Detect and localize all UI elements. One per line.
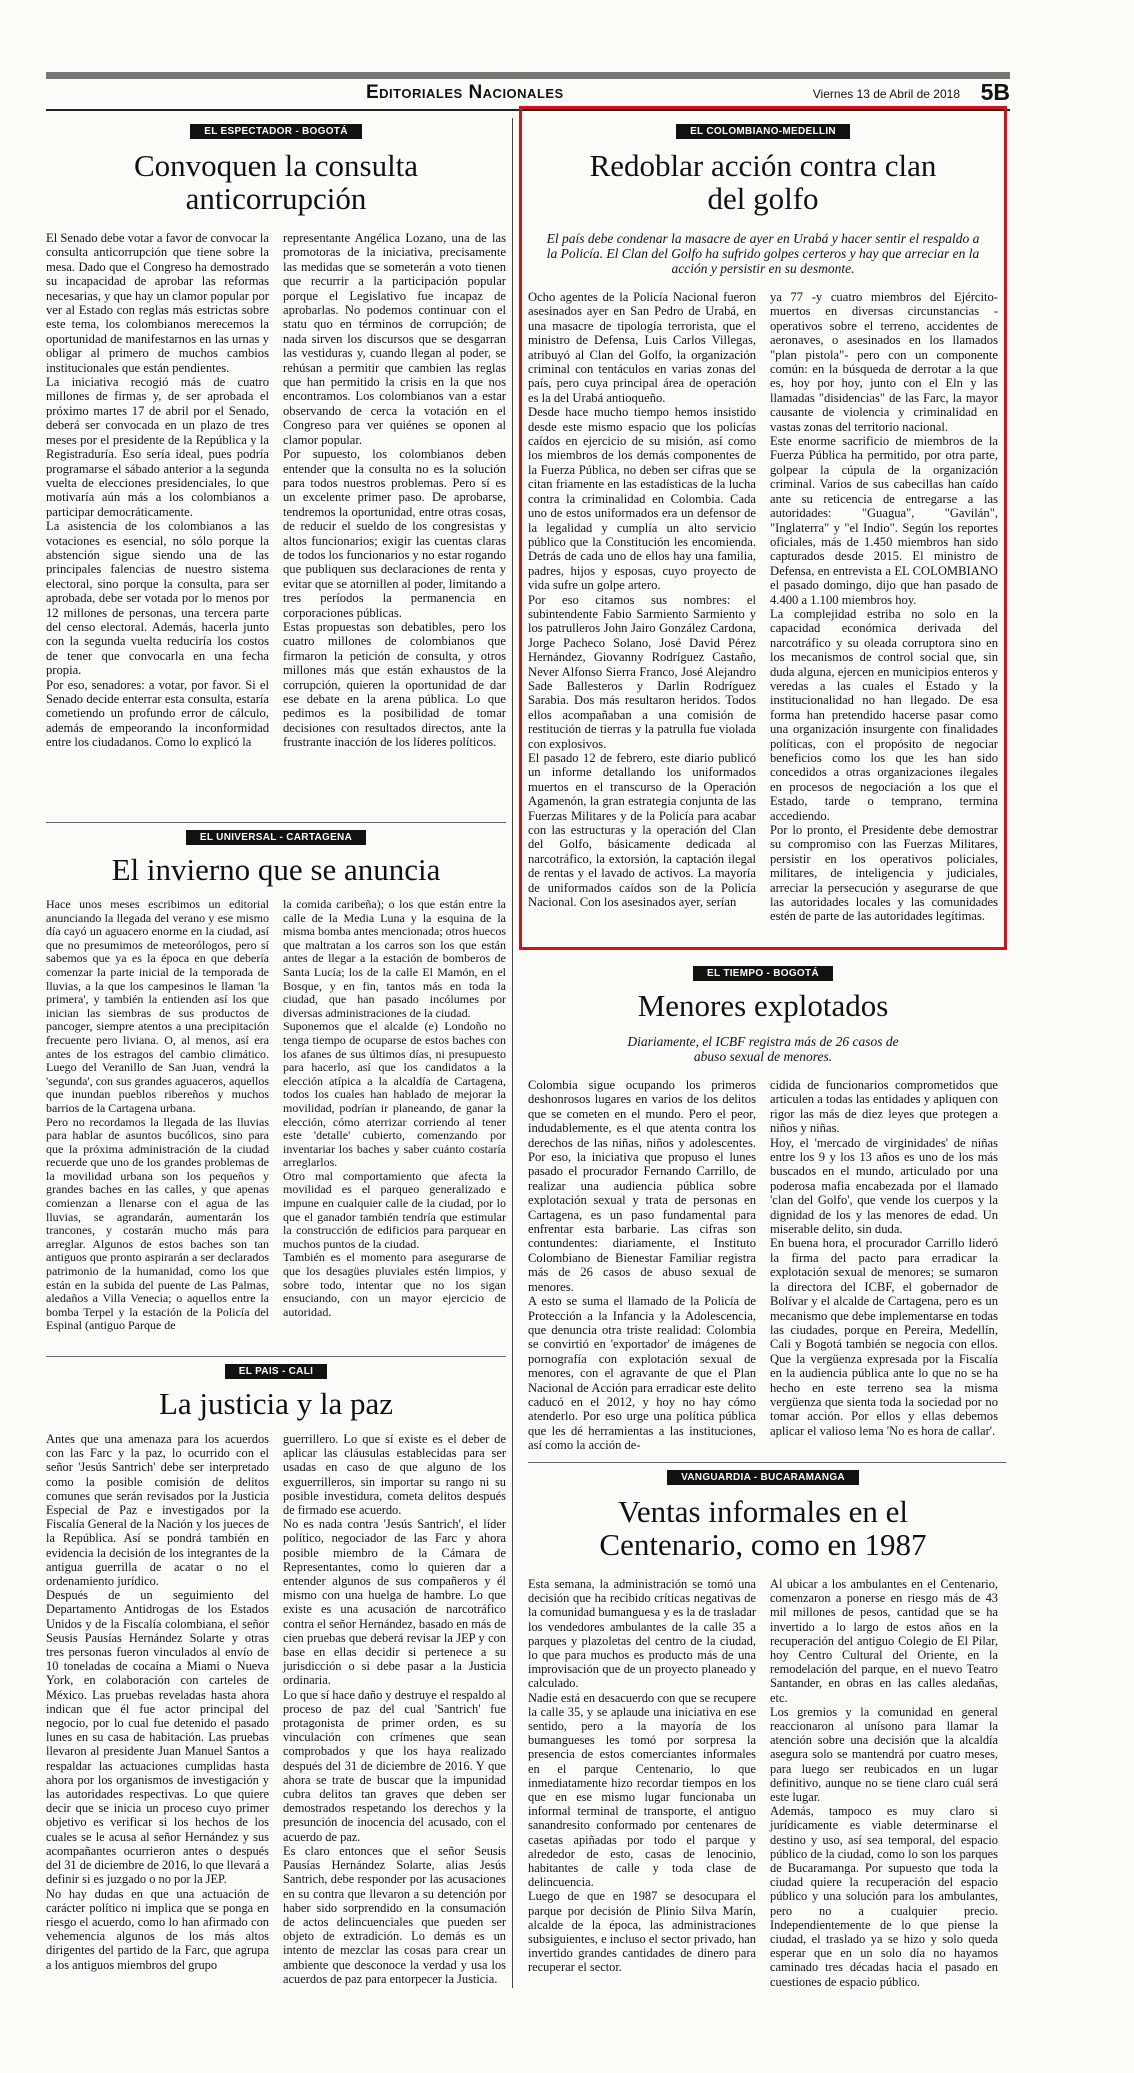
article-column-2: Al ubicar a los ambulantes en el Centenario, comenzaron a ponerse en riesgo más de 43 mil millones de pesos, cantidad que se ha invertido a lo largo de estos años en la recuperación del antiguo Colegio de El Pilar, hoy Centro Cultural del Oriente, en la remodelación del parque, en el nuevo Teatro Santander, en obras en las calles aledañas, etc. Los gremios y la comunidad en general reaccionaron al unísono para llamar la atención sobre una decisión que la alcaldía asegura solo se mantendrá por cuatro meses, para luego ser reubicados en un lugar definitivo, aunque no se tiene claro cuál será este lugar. Además, tampoco es muy claro si jurídicamente es viable determinarse el destino y uso, así sea temporal, del espacio público de la ciudad, como lo son los parques de Bucaramanga. Por supuesto que toda la ciudad quiere la recuperación del espacio público y una solución para los ambulantes, pero no a cualquier precio. Independientemente de lo que piense la ciudad, el traslado ya se hizo y solo queda esperar que en un solo día no hayamos caminado tres décadas hacia el pasado en cuestiones de espacio público. [770,1577,998,1989]
article-column-2: cidida de funcionarios comprometidos que articulen a todas las entidades y apliquen con rigor las más de diez leyes que protegen a niños y niñas. Hoy, el 'mercado de virginidades' de niñas entre los 9 y los 13 años es uno de los más buscados en el mundo, articulado por una poderosa mafia encabezada por el llamado 'clan del Golfo', que vende los cuerpos y la dignidad de los y las menores de edad. Un miserable delito, sin duda. En buena hora, el procurador Carrillo lideró la firma del pacto para erradicar la explotación sexual de menores; se sumaron la directora del ICBF, el gobernador de Bolívar y el alcalde de Cartagena, pero es un mecanismo que debe implementarse en todas las ciudades, porque en Pereira, Medellín, Cali y Bogotá también se negocia con ellos. Que la vergüenza expresada por la Fiscalía en la audiencia pública ante lo que no se ha hecho en este terreno sea la misma vergüenza que sienta toda la sociedad por no tomar acción. Por ellos y ellas debemos aplicar el valioso lema 'No es hora de callar'. [770,1078,998,1438]
article-espectador [46,124,506,804]
page-header [46,79,1010,109]
article-divider [528,1462,1006,1463]
article-column-2: guerrillero. Lo que sí existe es el deber de aplicar las cláusulas establecidas para ser usadas en caso de que alguno de los exguerrilleros, sin importar su rango ni su posible investidura, cometa delitos después de firmado ese acuerdo. No es nada contra 'Jesús Santrich', el líder político, negociador de las Farc y ahora posible miembro de la Cámara de Representantes, como lo quieren dar a entender algunos de sus compañeros y él mismo con una huelga de hambre. Lo que existe es una acusación de narcotráfico contra el señor Hernández, basado en más de cien pruebas que deberá revisar la JEP y con base en ellas decidir si pertenece a su jurisdicción o si debe pasar a la Justicia ordinaria. Lo que sí hace daño y destruye el respaldo al proceso de paz del cual 'Santrich' fue protagonista de primer orden, es su vinculación con crímenes que sean comprobados y que los haya realizado después del 31 de diciembre de 2016. Y que ahora se trate de buscar que la impunidad cubra delitos tan graves que deben ser demostrados respetando los derechos y la presunción de inocencia del acusado, con el acuerdo de paz. Es claro entonces que el señor Seusis Pausías Hernández Solarte, alias Jesús Santrich, debe responder por las acusaciones en su contra que llevaron a su detención por haber sido sorprendido en la consumación de actos delincuenciales que pueden ser objeto de extradición. Lo demás es un intento de mezclar las cosas para crear un ambiente que desconoce la verdad y usa los acuerdos de paz para entorpecer la Justicia. [283,1432,506,1986]
article-colombiano [528,124,998,944]
article-title: El invierno que se anuncia [111,852,441,887]
article-column-1: El Senado debe votar a favor de convocar la consulta anticorrupción que tiene sobre la mesa. Dado que el Congreso ha demostrado su incapacidad de aprobar las reformas necesarias, y que hay un clamor popular por ver al Estado con reglas más estrictas sobre este tema, los colombianos merecemos la oportunidad de manifestarnos en las urnas y obligar al primero de muchos cambios institucionales que están pendientes. La iniciativa recogió más de cuatro millones de firmas y, de ser aprobada el próximo martes 17 de abril por el Senado, deberá ser convocada en un plazo de tres meses por el presidente de la República y la Registraduría. Eso sería ideal, pues podría programarse el sábado anterior a la segunda vuelta de elecciones presidenciales, lo que motivaría aún más a los colombianos a participar democráticamente. La asistencia de los colombianos a las votaciones es esencial, no sólo porque la abstención sigue siendo una de las principales falencias de nuestro sistema electoral, sino porque la consulta, para ser aprobada, debe ser votada por lo menos por 12 millones de personas, una tercera parte del censo electoral. Además, hacerla junto con la segunda vuelta reduciría los costos de tener que convocarla en una fecha propia. Por eso, senadores: a votar, por favor. Si el Senado decide enterrar esta consulta, estaría cometiendo un profundo error de cálculo, además de empeorando la inconformidad entre los ciudadanos. Como lo explicó la [46,231,269,750]
article-divider [46,822,506,823]
section-title: Editoriales Nacionales [366,82,564,103]
column-divider [512,118,513,1988]
top-rule [46,72,1010,79]
article-column-1: Ocho agentes de la Policía Nacional fueron asesinados ayer en San Pedro de Urabá, en una masacre de tipología terrorista, que el ministro de Defensa, Luis Carlos Villegas, atribuyó al Clan del Golfo, la organización criminal con tentáculos en varias zonas del país, pero cuya principal área de operación es la del Urabá antioqueño. Desde hace mucho tiempo hemos insistido desde este mismo espacio que los policías caídos en ejercicio de su misión, así como los miembros de los demás componentes de la Fuerza Pública, no deben ser cifras que se citan friamente en las estadísticas de la lucha contra la criminalidad en Colombia. Cada uno de estos uniformados era un defensor de la legalidad y cumplía un alto servicio público que la Constitución les encomienda. Detrás de cada uno de ellos hay una familia, padres, hijos y esposas, cuyo proyecto de vida sufre un golpe artero. Por eso citamos sus nombres: el subintendente Fabio Sarmiento Sarmiento y los patrulleros John Jairo González Cardona, Jorge Pacheco Solano, José David Pérez Hernández, Giovanny Rodríguez Castaño, Never Alfonso Sierra Franco, José Alejandro Sade Ballesteros y Darlin Rodríguez Sarabia. Dos más resultaron heridos. Todos ellos acompañaban a una comisión de restitución de tierras y la patrulla fue violada con explosivos. El pasado 12 de febrero, este diario publicó un informe detallando los uniformados muertos en el transcurso de la Operación Agamenón, la gran estrategia conjunta de las Fuerzas Militares y de la Policía para acabar con las estructuras y la operación del Clan del Golfo, básicamente dedicada al narcotráfico, la extorsión, la captación ilegal de rentas y el lavado de activos. La mayoría de uniformados caídos son de la Policía Nacional. Con los asesinados ayer, serían [528,290,756,910]
page-number: 5B [980,79,1010,105]
article-universal [46,830,506,1340]
source-label: EL TIEMPO - BOGOTÁ [693,966,833,981]
article-deck: Diariamente, el ICBF registra más de 26 casos de abuso sexual de menores. [627,1034,899,1064]
article-deck: El país debe condenar la masacre de ayer en Urabá y hacer sentir el respaldo a la Policía. El Clan del Golfo ha sufrido golpes certeros y hay que arreciar en la acción y persistir en su desmonte. [546,231,980,276]
source-label: VANGUARDIA - BUCARAMANGA [667,1470,859,1485]
article-title: La justicia y la paz [158,1386,394,1421]
article-title: Redoblar acción contra clan del golfo [589,148,937,216]
article-column-1: Colombia sigue ocupando los primeros deshonrosos lugares en varios de los delitos que se cometen en el mundo. Pero el peor, indudablemente, es el que atenta contra los derechos de las niñas, niños y adolescentes. Por eso, la iniciativa que propuso el lunes pasado el procurador Fernando Carrillo, de realizar una audiencia pública sobre explotación sexual y trata de personas en Cartagena, es un paso fundamental para enfrentar esta barbarie. Las cifras son contundentes: diariamente, el Instituto Colombiano de Bienestar Familiar registra más de 26 casos de abuso sexual de menores. A esto se suma el llamado de la Policía de Protección a la Infancia y la Adolescencia, que denuncia otra triste realidad: Colombia se convirtió en 'exportador' de imágenes de pornografía con explotación sexual de menores, con el agravante de que el Plan Nacional de Acción para erradicar este delito caducó en el 2012, y hoy no hay cómo atenderlo. Por eso urge una política pública que les dé herramientas a las instituciones, así como la acción de- [528,1078,756,1453]
article-pais [46,1364,506,1984]
article-column-2: la comida caribeña); o los que están entre la calle de la Media Luna y la esquina de la misma bomba antes mencionada; otros huecos que maltratan a los carros son los que están antes de llegar a la estación de bomberos de Santa Lucía; los de la calle El Mamón, en el Bosque, y en fin, tantos más en toda la ciudad, que han pasado incólumes por diversas administraciones de la ciudad. Suponemos que el alcalde (e) Londoño no tenga tiempo de ocuparse de estos baches con los afanes de sus últimos días, ni presupuesto para hacerlo, así que los candidatos a la elección atípica a la alcaldía de Cartagena, todos los cuales han hablado de mejorar la movilidad, podrían ir planeando, de ganar la elección, cómo aterrizar corriendo al tener este 'detalle' cubierto, comenzando por inventariar los baches y saber cuánto costaría arreglarlos. Otro mal comportamiento que afecta la movilidad es el parqueo generalizado e impune en cualquier calle de la ciudad, por lo que el ganador también tendría que estimular la construcción de edificios para parquear en muchos puntos de la ciudad. También es el momento para asegurarse de que los desagües pluviales estén limpios, y sobre todo, intentar que no los sigan ensuciando, con un mayor ejercicio de autoridad. [283,897,506,1319]
article-column-1: Hace unos meses escribimos un editorial anunciando la llegada del verano y ese mismo día cayó un aguacero enorme en la ciudad, así que no presumimos de meteorólogos, pero sí sabemos que ya es la época en que debería comenzar la parte inicial de la temporada de lluvias, a la que los campesinos le llaman 'la primera', y también la entienden así los que inician las siembras de sus productos de pancoger, siempre atentos a una precipitación frecuente pero liviana. O, al menos, así era antes de los estragos del cambio climático. Luego del Veranillo de San Juan, vendrá la 'segunda', con sus grandes aguaceros, aquellos que inundan pueblos ribereños y muchos barrios de la Cartagena urbana. Pero no recordamos la llegada de las lluvias para hablar de asuntos bucólicos, sino para que la próxima administración de la ciudad recuerde que uno de los grandes problemas de la movilidad urbana son los pequeños y grandes baches en las calles, y que apenas comienzan a llenarse con el agua de las lluvias, se agrandarán, aumentarán los trancones, y costarán mucho más para arreglar. Algunos de estos baches son tan antiguos que pronto aspirarán a ser declarados patrimonio de la humanidad, como los que están en la subida del puente de Las Palmas, aledaños a Villa Venecia; o aquellos entre la bomba Terpel y la estación de la Policía del Espinal (antiguo Parque de [46,897,269,1333]
dateline: Viernes 13 de Abril de 2018 [812,87,960,101]
article-title: Menores explotados [637,988,889,1023]
article-column-1: Antes que una amenaza para los acuerdos con las Farc y la paz, lo ocurrido con el señor 'Jesús Santrich' debe ser interpretado como la posible comisión de delitos comunes que serán revisados por la Justicia Especial de Paz e investigados por la Fiscalía General de la Nación y los jueces de la República. Así se pondrá también en evidencia la decisión de los integrantes de la antigua guerrilla de acatar o no el ordenamiento jurídico. Después de un seguimiento del Departamento Antidrogas de los Estados Unidos y de la Fiscalía colombiana, el señor Seusis Pausías Hernández Solarte y otras tres personas fueron vinculados al envío de 10 toneladas de cocaína a Miami o Nueva York, en colaboración con carteles de México. Las pruebas reveladas hasta ahora indican que él fue actor principal del negocio, por lo cual fue detenido el pasado lunes en su casa de habitación. Las pruebas llevaron al presidente Juan Manuel Santos a respaldar las actuaciones cumplidas hasta ahora por los organismos de investigación y las autoridades respectivas. Lo que quiere decir que se inicia un proceso cuyo primer objetivo es verificar si los hechos de los cuales se le acusa al señor Hernández y sus acompañantes ocurrieron antes o después del 31 de diciembre de 2016, lo que llevará a definir si es juzgado o no por la JEP. No hay dudas en que una actuación de carácter político ni implica que se ponga en riesgo el acuerdo, como lo han afirmado con vehemencia algunos de los más altos dirigentes del partido de la Farc, que agrupa a los antiguos miembros del grupo [46,1432,269,1972]
source-label: EL PAIS - CALI [225,1364,327,1379]
article-title: Convoquen la consulta anticorrupción [133,148,419,216]
article-column-1: Esta semana, la administración se tomó una decisión que ha recibido críticas negativas de la comunidad bumanguesa y es la de trasladar los vendedores ambulantes de la calle 35 a parques y plazoletas del centro de la ciudad, lo que para muchos es producto más de una improvisación que de un proyecto planeado y calculado. Nadie está en desacuerdo con que se recupere la calle 35, y se aplaude una iniciativa en ese sentido, pero a la mayoría de los bumangueses les tomó por sorpresa la presencia de estos comerciantes informales en el parque Centenario, lo que inmediatamente hizo recordar tiempos en los que en ese mismo lugar funcionaba un informal terminal de transporte, el antiguo sanandresito conformado por centenares de casetas apiñadas por todo el parque y alrededor de esto, casas de lenocinio, habitantes de calle y toda clase de delincuencia. Luego de que en 1987 se desocupara el parque por decisión de Plinio Silva Marín, alcalde de la época, las administraciones subsiguientes, e incluso el sector privado, han invertido grandes cantidades de dinero para recuperar el sector. [528,1577,756,1975]
article-title: Ventas informales en el Centenario, como en 1987 [599,1494,927,1562]
source-label: EL UNIVERSAL - CARTAGENA [186,830,366,845]
source-label: EL ESPECTADOR - BOGOTÁ [190,124,361,139]
article-divider [46,1356,506,1357]
article-vanguardia [528,1470,998,1990]
article-column-2: ya 77 -y cuatro miembros del Ejército- muertos en diversas circunstancias -operativos sobre el terreno, accidentes de aeronaves, o asesinados en los llamados "plan pistola"- pero con un componente común: en la búsqueda de derrotar a la que es, hoy por hoy, junto con el Eln y las llamadas "disidencias" de las Farc, la mayor causante de violencia y criminalidad en vastas zonas del territorio nacional. Este enorme sacrificio de miembros de la Fuerza Pública ha permitido, por otra parte, golpear la cúpula de la organización criminal. Varios de sus cabecillas han caído ante su reticencia de entregarse a las autoridades: "Guagua", "Gavilán", "Inglaterra" y "el Indio". Según los reportes oficiales, más de 1.450 miembros han sido capturados desde 2015. El ministro de Defensa, en entrevista a EL COLOMBIANO el pasado domingo, dijo que han pasado de 4.400 a 1.100 miembros hoy. La complejidad estriba no solo en la capacidad económica derivada del narcotráfico y su oleada corruptora sino en los mecanismos de control social que, sin duda alguna, ejercen en municipios enteros y veredas a las cuales el Estado y la institucionalidad no han llegado. De esa forma han pretendido hacerse pasar como una organización insurgente con finalidades políticas, con el propósito de negociar beneficios como los que les han sido concedidos a otras organizaciones ilegales en procesos de negociación a los que el Estado, tarde o temprano, termina accediendo. Por lo pronto, el Presidente debe demostrar su compromiso con las Fuerzas Militares, persistir en los operativos policiales, militares, de inteligencia y judiciales, arreciar la persecución y asegurarse de que las autoridades locales y las comunidades estén de parte de las autoridades legítimas. [770,290,998,924]
source-label: EL COLOMBIANO-MEDELLIN [676,124,850,139]
article-column-2: representante Angélica Lozano, una de las promotoras de la iniciativa, precisamente las medidas que se someterán a voto tienen que recurrir a la participación popular porque el Legislativo fue incapaz de aprobarlas. No podemos continuar con el statu quo en términos de corrupción; de nada sirven los discursos que se desgarran las vestiduras y, cuando llegan al poder, se rehúsan a permitir que cambien las reglas que han permitido la crisis en la que nos encontramos. Los colombianos van a estar observando de cerca la votación en el Congreso para ver quiénes se oponen al clamor popular. Por supuesto, los colombianos deben entender que la consulta no es la solución para todos nuestros problemas. Pero sí es un excelente primer paso. De aprobarse, tendremos la oportunidad, entre otras cosas, de reducir el sueldo de los congresistas y altos funcionarios; exigir las cuentas claras de todos los funcionarios y no estar rogando que publiquen sus declaraciones de renta y evitar que se atornillen al poder, limitando a tres períodos la permanencia en corporaciones públicas. Estas propuestas son debatibles, pero los cuatro millones de colombianos que firmaron la petición de consulta, y otros millones más que están exhaustos de la corrupción, quieren la oportunidad de dar ese debate en la arena pública. Lo que pedimos es la posibilidad de tomar decisiones con resultados directos, ante la frustrante inacción de los líderes políticos. [283,231,506,750]
article-tiempo [528,966,998,1453]
